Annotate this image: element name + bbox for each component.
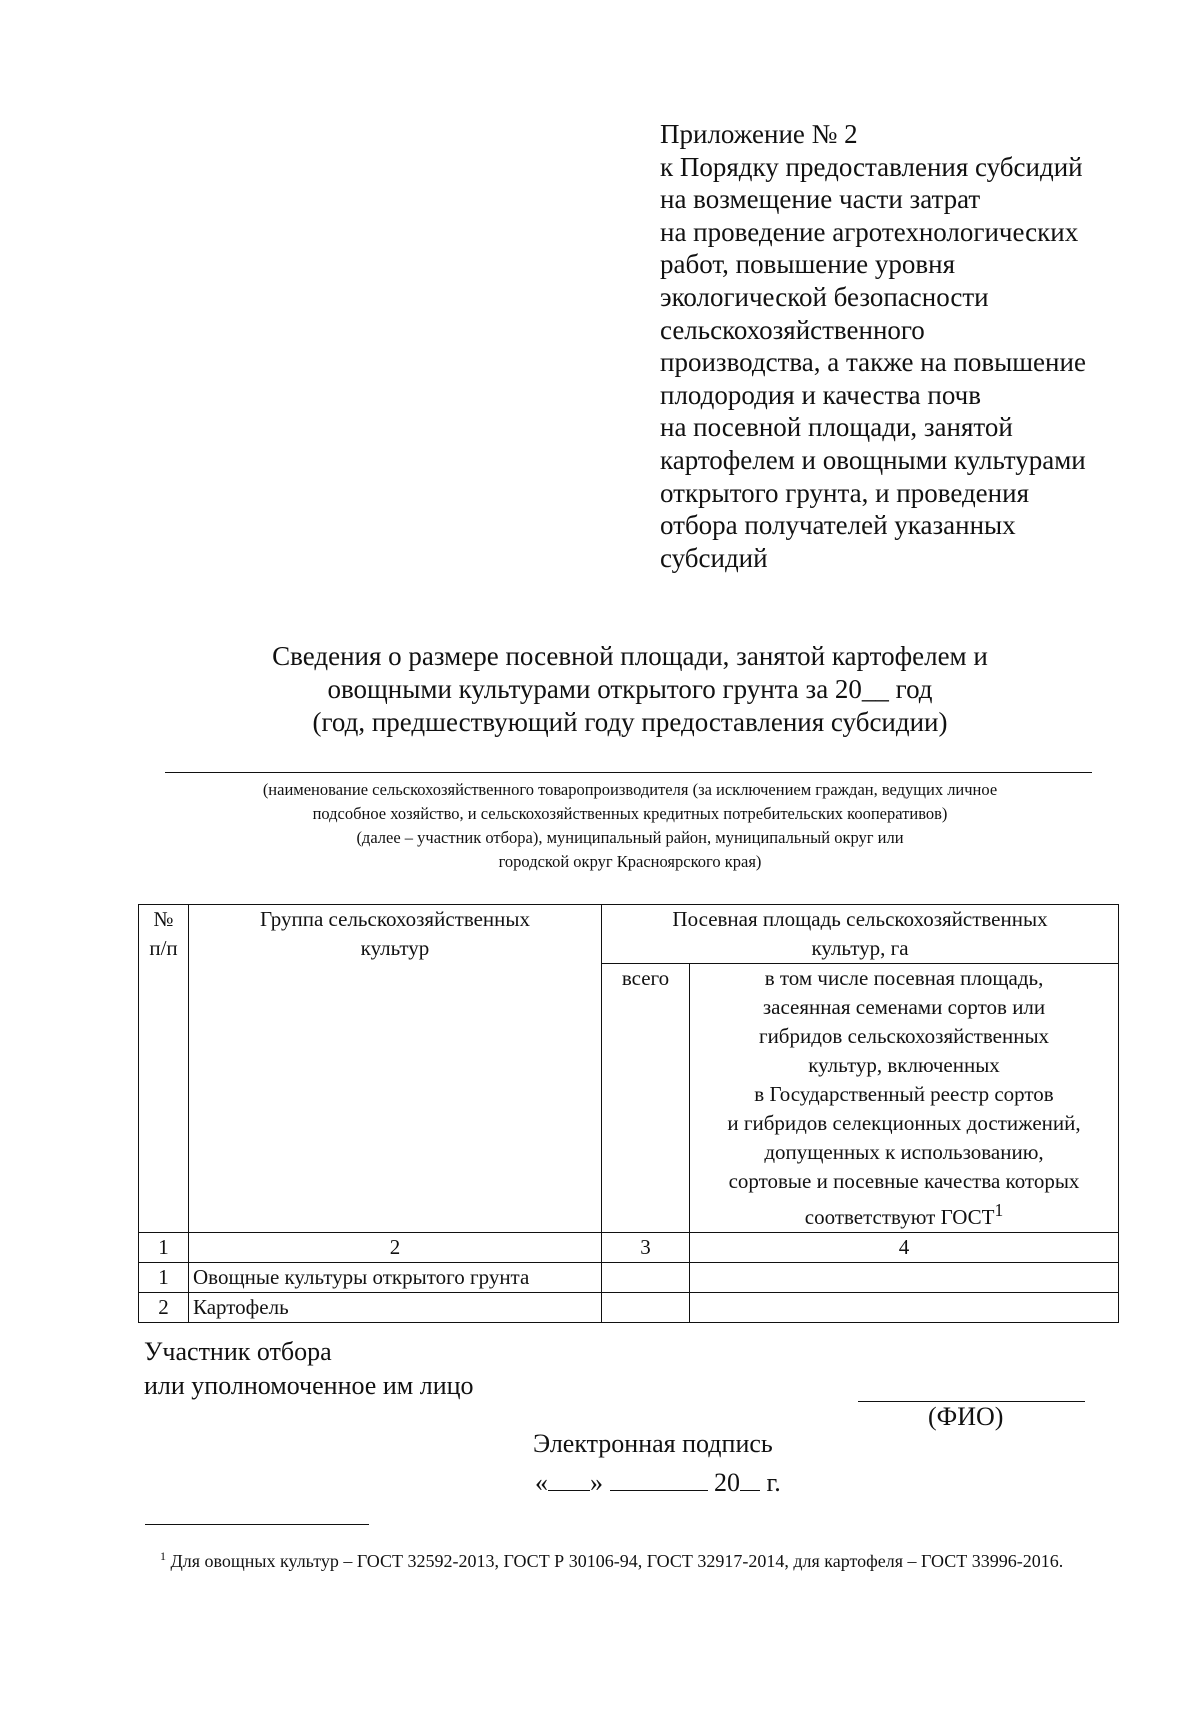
appendix-line: открытого грунта, и проведения xyxy=(660,477,1029,508)
column-number: 3 xyxy=(602,1233,690,1263)
table-header-row xyxy=(139,905,1119,964)
appendix-line: к Порядку предоставления субсидий xyxy=(660,151,1083,182)
header-num: № п/п xyxy=(139,905,189,1233)
caption-line: подсобное хозяйство, и сельскохозяйственных кредитных потребительских кооперативов) xyxy=(312,804,948,823)
electronic-signature-label: Электронная подпись xyxy=(533,1429,773,1458)
header-total: всего xyxy=(602,964,690,1233)
appendix-line: на посевной площади, занятой xyxy=(660,412,1013,443)
sowing-area-table xyxy=(138,904,1119,1323)
appendix-line: субсидий xyxy=(660,542,768,573)
appendix-line: экологической безопасности xyxy=(660,281,989,312)
title-line: овощными культурами открытого грунта за 20__ год xyxy=(327,674,933,704)
header-including: в том числе посевная площадь, засеянная семенами сортов или гибридов сельскохозяйственных культур, включенных в Государственный реестр сортов и гибридов селекционных достижений, допущенных к использованию, сортовые и посевные качества которых соответствуют ГОСТ$^1$ xyxy=(690,964,1119,1233)
appendix-line: сельскохозяйственного xyxy=(660,314,925,345)
year-blank xyxy=(740,1468,760,1491)
footnote-ref: 1 xyxy=(994,1200,1004,1220)
footnote-text: Для овощных культур – ГОСТ 32592-2013, ГОСТ Р 30106-94, ГОСТ 32917-2014, для картофеля – ГОСТ 33996-2016. xyxy=(170,1551,1064,1571)
row-including-cell[interactable] xyxy=(690,1263,1119,1293)
column-number: 2 xyxy=(189,1233,602,1263)
row-group: Картофель xyxy=(189,1293,602,1323)
title-line: Сведения о размере посевной площади, занятой картофелем и xyxy=(272,641,988,671)
caption-line: (наименование сельскохозяйственного товаропроизводителя (за исключением граждан, ведущих личное xyxy=(262,780,998,799)
title-line: (год, предшествующий году предоставления субсидии) xyxy=(312,707,948,737)
table-row xyxy=(139,1263,1119,1293)
participant-line: Участник отбора xyxy=(144,1337,332,1366)
day-blank xyxy=(548,1468,590,1491)
appendix-line: плодородия и качества почв xyxy=(660,379,981,410)
appendix-line: работ, повышение уровня xyxy=(660,249,955,280)
table-row xyxy=(139,1293,1119,1323)
appendix-line: производства, а также на повышение xyxy=(660,347,1086,378)
appendix-header xyxy=(660,118,1180,574)
participant-line: или уполномоченное им лицо xyxy=(144,1371,474,1400)
appendix-line: картофелем и овощными культурами xyxy=(660,444,1086,475)
footnote-rule xyxy=(145,1524,369,1525)
producer-name-line xyxy=(165,772,1092,773)
caption-line: (далее – участник отбора), муниципальный район, муниципальный округ или xyxy=(356,828,904,847)
row-total-cell[interactable] xyxy=(602,1263,690,1293)
column-number: 4 xyxy=(690,1233,1119,1263)
row-num: 1 xyxy=(139,1263,189,1293)
row-num: 2 xyxy=(139,1293,189,1323)
appendix-line: на проведение агротехнологических xyxy=(660,216,1079,247)
footnote-mark: 1 xyxy=(160,1549,166,1563)
footnote xyxy=(160,1544,1120,1574)
header-area: Посевная площадь сельскохозяйственных культур, га xyxy=(602,905,1119,964)
table-numbering-row xyxy=(139,1233,1119,1263)
date-line: « » 20 г. xyxy=(535,1468,781,1497)
column-number: 1 xyxy=(139,1233,189,1263)
row-including-cell[interactable] xyxy=(690,1293,1119,1323)
document-title xyxy=(150,640,1110,739)
producer-caption xyxy=(150,778,1110,874)
appendix-line: Приложение № 2 xyxy=(660,119,858,149)
appendix-line: на возмещение части затрат xyxy=(660,184,981,215)
header-group: Группа сельскохозяйственных культур xyxy=(189,905,602,1233)
row-group: Овощные культуры открытого грунта xyxy=(189,1263,602,1293)
fio-label: (ФИО) xyxy=(928,1402,1004,1431)
caption-line: городской округ Красноярского края) xyxy=(498,852,762,871)
appendix-line: отбора получателей указанных xyxy=(660,510,1016,541)
signature-block xyxy=(144,1335,474,1403)
row-total-cell[interactable] xyxy=(602,1293,690,1323)
month-blank xyxy=(610,1468,708,1491)
